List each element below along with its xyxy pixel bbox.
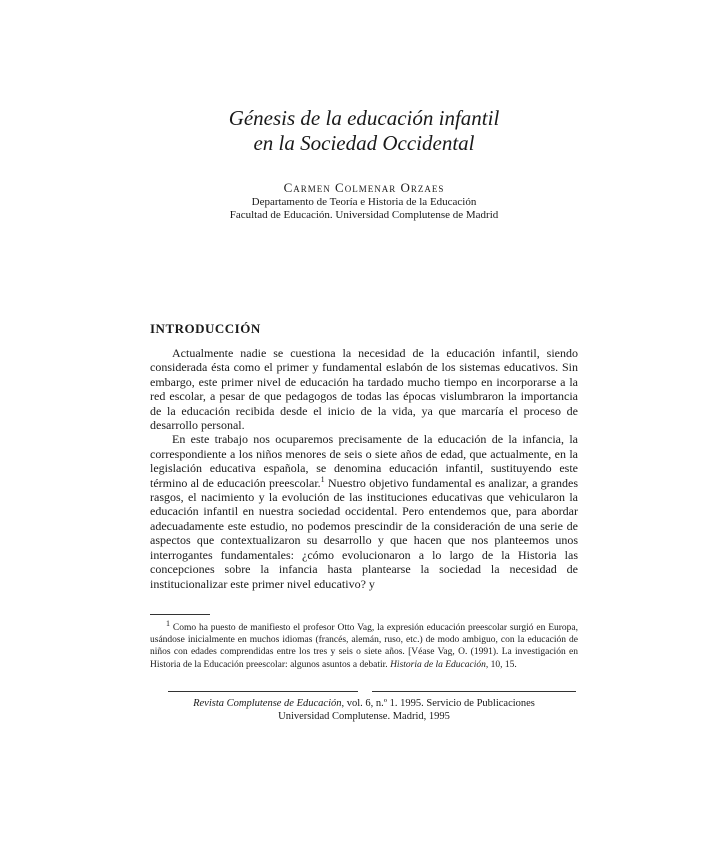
journal-issue: , vol. 6, n.º 1. 1995. Servicio de Publicaciones bbox=[341, 698, 535, 709]
paragraph-2-part-b: Nuestro objetivo fundamental es analizar, a grandes rasgos, el nacimiento y la evolución de las instituciones educativas que vehicularon la educación infantil en nuestra sociedad occidental. Pero entendemos que, para abordar adecuadamente este estudio, no podemos prescindir de la consideración de una serie de aspectos que contextualizaron su desarrollo y que hacen que nos planteemos unos interrogantes fundamentales: ¿cómo evolucionaron a lo largo de la Historia las concepciones sobre la infancia hasta plantearse la sociedad la necesidad de institucionalizar este primer nivel educativo? y bbox=[150, 475, 578, 591]
footnote-reference[interactable]: 1 bbox=[320, 474, 325, 484]
footnote-journal-title: Historia de la Educación bbox=[390, 659, 486, 670]
footnote-divider bbox=[150, 614, 210, 615]
author-affiliation bbox=[0, 196, 728, 222]
footnote-text-a: Como ha puesto de manifiesto el profesor Otto Vag, la expresión educación preescolar surgió en Europa, usándose inicialmente en muchos idiomas (francés, alemán, ruso, etc.) de modo ambiguo, con la educación de niños con edades comprendidas entre los tres y seis o siete años. [Véase Vag, O. (1991). La investigación en Historia de la Educación preescolar: algunos asuntos a debatir. bbox=[150, 623, 579, 670]
author-faculty: Facultad de Educación. Universidad Complutense de Madrid bbox=[229, 209, 499, 221]
paragraph-2 bbox=[150, 432, 578, 590]
author-department: Departamento de Teoría e Historia de la Educación bbox=[251, 196, 477, 208]
journal-name: Revista Complutense de Educación bbox=[193, 698, 342, 709]
paragraph-2-part-a: En este trabajo nos ocuparemos precisamente de la educación de la infancia, la correspondiente a los niños menores de seis o siete años de edad, que actualmente, en la legislación educativa española, se denomina educación infantil, sustituyendo este término al de educación preescolar. bbox=[150, 432, 578, 490]
journal-citation bbox=[0, 697, 728, 723]
article-body bbox=[150, 346, 578, 591]
footnote-text-b: , 10, 15. bbox=[485, 659, 517, 670]
footnote bbox=[150, 618, 579, 671]
journal-rule-right bbox=[372, 691, 576, 692]
section-heading: INTRODUCCIÓN bbox=[150, 321, 261, 336]
journal-line-2: Universidad Complutense. Madrid, 1995 bbox=[278, 711, 450, 722]
title-line-1: Génesis de la educación infantil bbox=[228, 106, 500, 130]
paragraph-1: Actualmente nadie se cuestiona la necesidad de la educación infantil, siendo considerada ésta como el primer y fundamental eslabón de los sistemas educativos. Sin embargo, este primer nivel de educación ha tardado mucho tiempo en incorporarse a la red escolar, a pesar de que pedagogos de todas las épocas vislumbraron la importancia de la educación recibida desde el inicio de la vida, ya que marcaría el proceso de desarrollo personal. bbox=[150, 346, 578, 433]
journal-line-1 bbox=[0, 697, 728, 710]
journal-rule-left bbox=[168, 691, 358, 692]
article-title bbox=[0, 106, 728, 156]
title-line-2: en la Sociedad Occidental bbox=[253, 131, 475, 155]
footnote-mark: 1 bbox=[166, 618, 170, 628]
author-name: Carmen Colmenar Orzaes bbox=[283, 180, 445, 195]
